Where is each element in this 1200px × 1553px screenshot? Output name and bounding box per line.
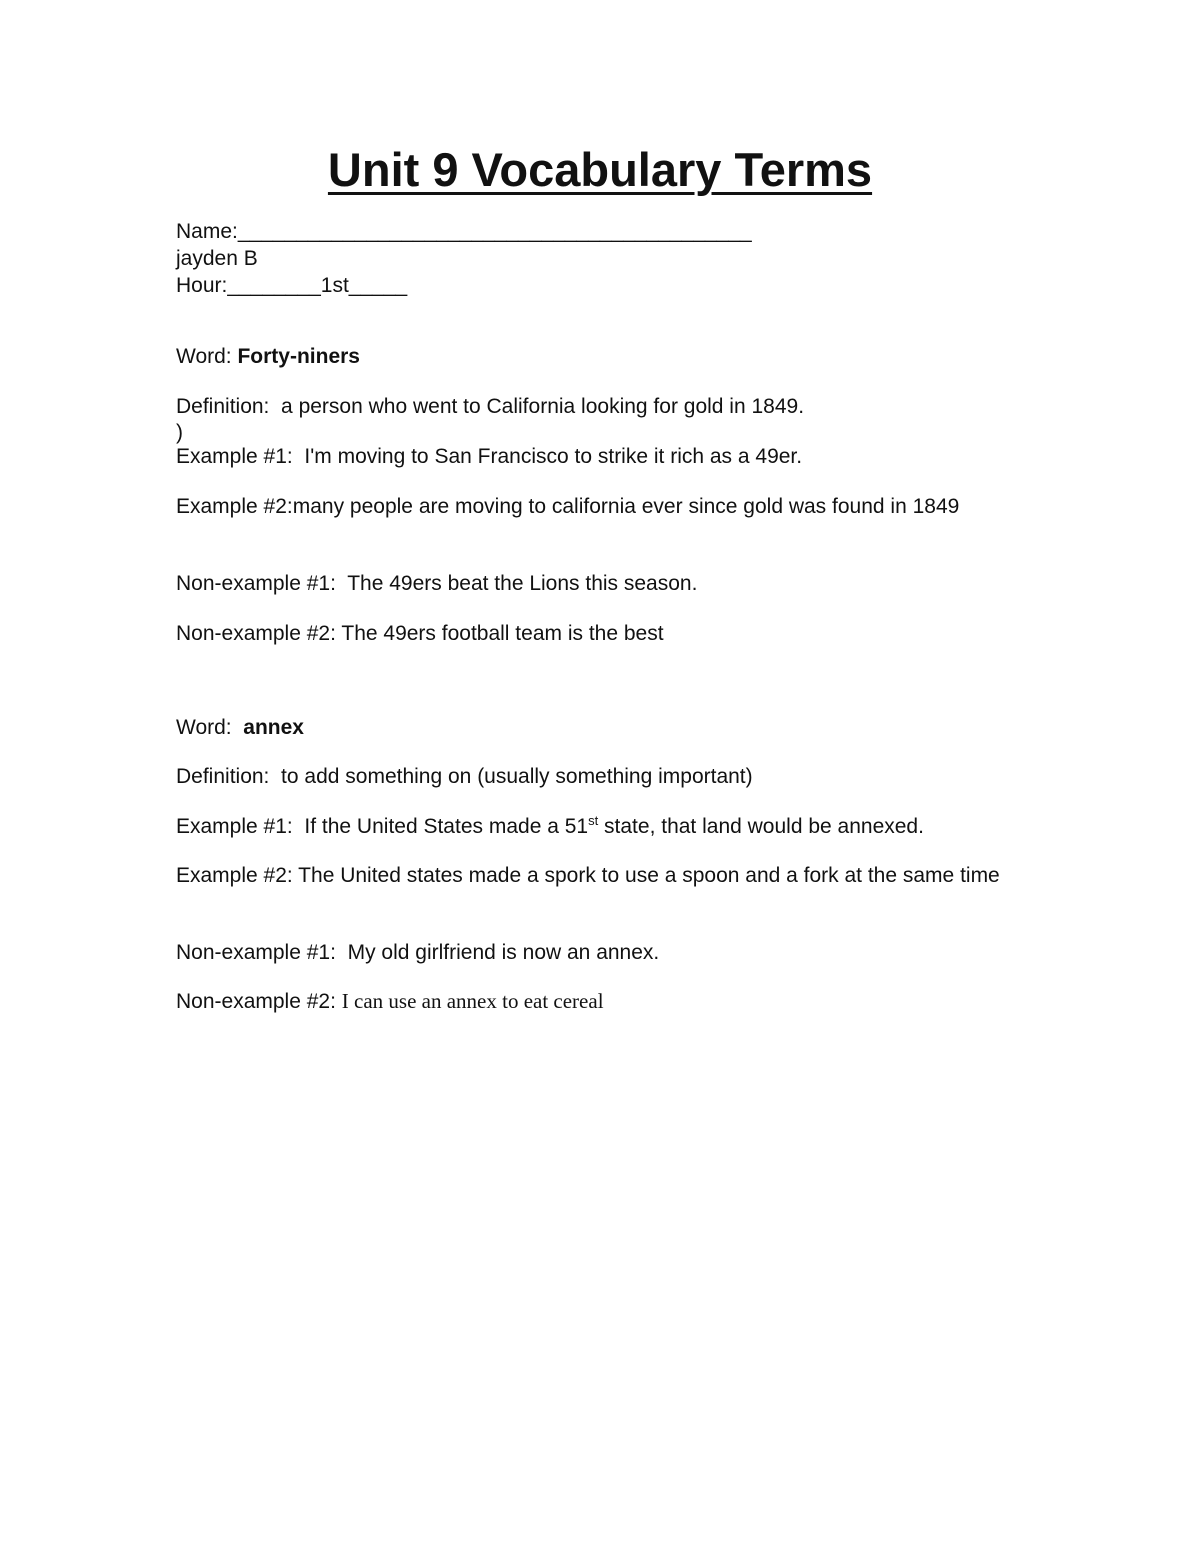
word-label: Word: xyxy=(176,716,244,739)
word-label: Word: xyxy=(176,345,238,368)
word-1-nonexample-2: Non-example #2: The 49ers football team is the best xyxy=(176,622,664,645)
word-2-nonexample-1: Non-example #1: My old girlfriend is now an annex. xyxy=(176,941,660,964)
nonexample-text: I can use an annex to eat cereal xyxy=(341,989,604,1013)
example-text: state, that land would be annexed. xyxy=(598,815,924,838)
word-2-nonexample-2 xyxy=(176,988,604,1015)
name-field-line: Name:____________________________________________ xyxy=(176,220,752,243)
word-1-example-2: Example #2:many people are moving to california ever since gold was found in 1849 xyxy=(176,495,960,518)
vocab-word: Forty-niners xyxy=(237,345,360,368)
page-title: Unit 9 Vocabulary Terms xyxy=(327,143,873,196)
vocab-word: annex xyxy=(243,716,304,739)
word-1-heading xyxy=(176,343,360,370)
word-2-example-1 xyxy=(176,813,924,840)
student-name: jayden B xyxy=(176,247,258,270)
word-1-definition: Definition: a person who went to California looking for gold in 1849. xyxy=(176,395,805,418)
word-1-nonexample-1: Non-example #1: The 49ers beat the Lions this season. xyxy=(176,572,698,595)
word-1-example-1: Example #1: I'm moving to San Francisco to strike it rich as a 49er. xyxy=(176,445,803,468)
word-2-definition: Definition: to add something on (usually something important) xyxy=(176,765,753,788)
word-2-heading xyxy=(176,714,304,741)
nonexample-label: Non-example #2: xyxy=(176,990,342,1013)
word-2-example-2: Example #2: The United states made a spork to use a spoon and a fork at the same time xyxy=(176,864,1000,887)
example-text: Example #1: If the United States made a 51 xyxy=(176,815,589,838)
hour-field-line: Hour:________1st_____ xyxy=(176,274,408,297)
stray-character: ) xyxy=(176,421,183,444)
ordinal-superscript: st xyxy=(588,813,599,828)
